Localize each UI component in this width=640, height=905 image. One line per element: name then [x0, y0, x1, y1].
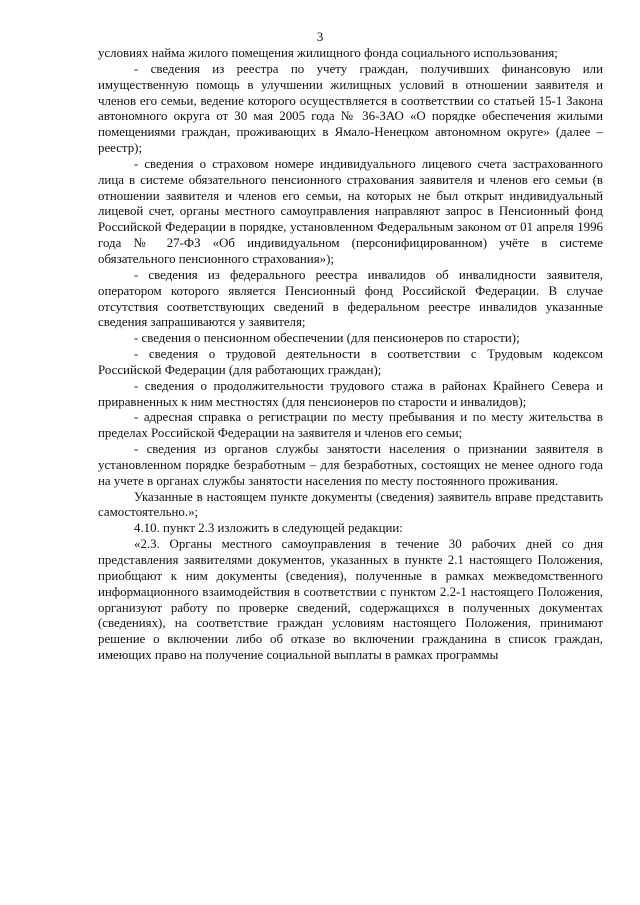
paragraph-clause-2-3: «2.3. Органы местного самоуправления в течение 30 рабочих дней со дня представления заявителями документов, указанных в пункте 2.1 настоящего Положения, приобщают к ним документы (сведения), полученные в рамках межведомственного информационного взаимодействия в соответствии с пунктом 2.2-1 настоящего Положения, организуют работу по проверке сведений, содержащихся в полученных документах (сведениях), на соответствие граждан условиям настоящего Положения, принимают решение о включении либо об отказе во включении гражданина в список граждан, имеющих право на получение социальной выплаты в рамках программы: [98, 537, 603, 663]
paragraph-continuation: условиях найма жилого помещения жилищного фонда социального использования;: [98, 46, 558, 60]
paragraph-disability-registry: - сведения из федерального реестра инвалидов об инвалидности заявителя, оператором которого является Пенсионный фонд Российской Федерации. В случае отсутствия соответствующих сведений в федеральном реестре инвалидов указанные сведения запрашиваются у заявителя;: [98, 267, 603, 330]
paragraph-labor-activity: - сведения о трудовой деятельности в соответствии с Трудовым кодексом Российской Федерации (для работающих граждан);: [98, 347, 603, 377]
paragraph-registry-info: - сведения из реестра по учету граждан, получивших финансовую или имущественную помощь в улучшении жилищных условий в отношении заявителя и членов его семьи, ведение которого осуществляется в соответствии со статьей 15-1 Закона автономного округа от 30 мая 2005 года № 36-ЗАО «О порядке обеспечения жилыми помещениями граждан, проживающих в Ямало-Ненецком автономном округе» (далее – реестр);: [98, 61, 603, 156]
paragraph-unemployment: - сведения из органов службы занятости населения о признании заявителя в установленном порядке безработным – для безработных, состоящих не менее одного года на учете в органах службы занятости населения по месту постоянного проживания.: [98, 442, 603, 488]
paragraph-amendment-2-3: 4.10. пункт 2.3 изложить в следующей редакции:: [134, 521, 403, 536]
document-body: [98, 46, 603, 664]
paragraph-address-certificate: - адресная справка о регистрации по месту пребывания и по месту жительства в пределах Российской Федерации на заявителя и членов его семьи;: [98, 410, 603, 441]
paragraph-north-service: - сведения о продолжительности трудового стажа в районах Крайнего Севера и приравненных к ним местностях (для пенсионеров по старости и инвалидов);: [98, 378, 603, 409]
paragraph-self-submission: Указанные в настоящем пункте документы (сведения) заявитель вправе представить самостоятельно.»;: [98, 489, 603, 520]
page-number: 3: [316, 29, 324, 44]
paragraph-insurance-number: - сведения о страховом номере индивидуального лицевого счета застрахованного лица в системе обязательного пенсионного страхования заявителя и членов его семьи (в отношении заявителя и членов его семьи, на которых не был открыт индивидуальный лицевой счет, органы местного самоуправления направляют запрос в Пенсионный фонд Российской Федерации в порядке, установленном Федеральным законом от 01 апреля 1996 года № 27-ФЗ «Об индивидуальном (персонифицированном) учёте в системе обязательного пенсионного страхования»);: [98, 156, 603, 266]
paragraph-pension-info: - сведения о пенсионном обеспечении (для пенсионеров по старости);: [134, 331, 520, 346]
